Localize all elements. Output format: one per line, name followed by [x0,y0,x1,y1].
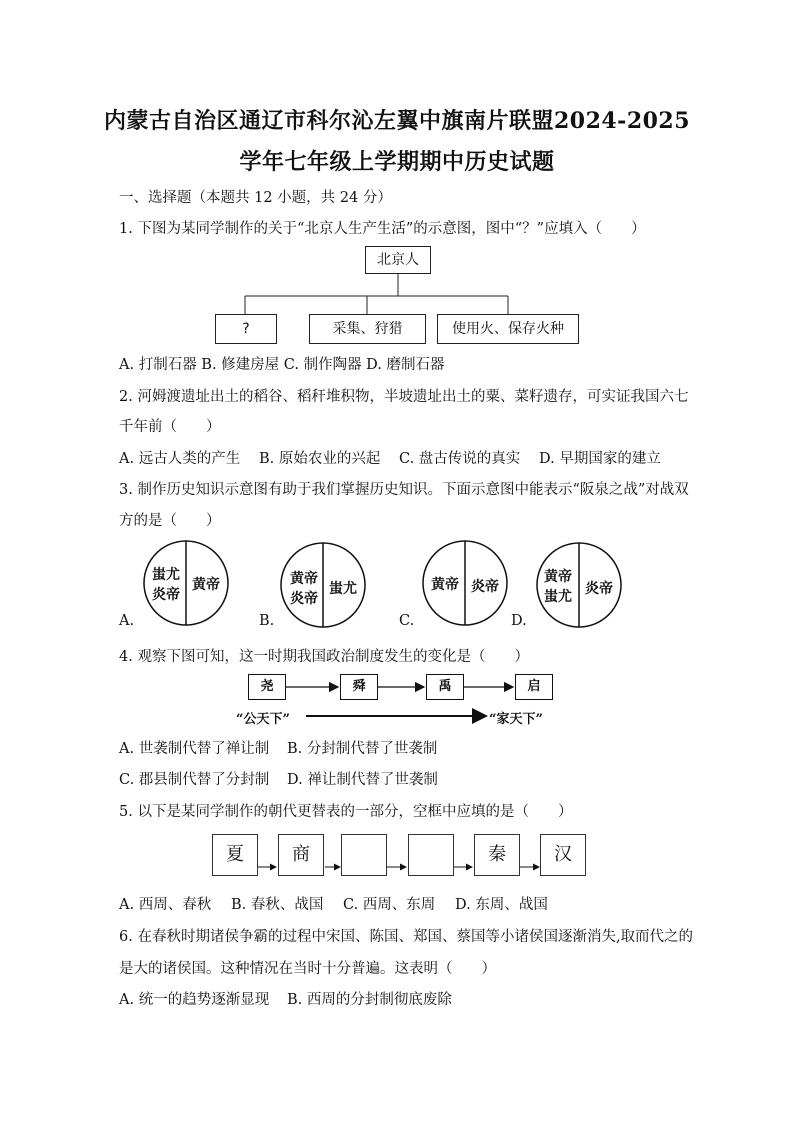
q3b-right: 蚩尤 [329,581,357,597]
q5-stem: 5. 以下是某同学制作的朝代更替表的一部分，空框中应填的是（ ） [119,804,573,820]
q5-box-blank-1 [341,834,387,876]
q3-option-d-letter: D. [511,613,527,629]
q6-option-b: B. 西周的分封制彻底废除 [287,992,452,1008]
q4-box-yu: 禹 [426,674,464,700]
q5-box-qin: 秦 [474,834,520,876]
section-heading: 一、选择题（本题共 12 小题，共 24 分） [119,190,392,206]
q4-label-jiatianxia: “家天下” [489,712,543,727]
q5-option-d: D. 东周、战国 [455,897,548,913]
q4-option-c: C. 郡县制代替了分封制 [119,772,270,788]
q6-option-a: A. 统一的趋势逐渐显现 [119,992,270,1008]
q6-stem-line2: 是大的诸侯国。这种情况在当时十分普遍。这表明（ ） [119,961,496,977]
q2-option-d: D. 早期国家的建立 [539,451,661,467]
q2-option-c: C. 盘古传说的真实 [399,451,521,467]
q6-stem-line1: 6. 在春秋时期诸侯争霸的过程中宋国、陈国、郑国、蔡国等小诸侯国逐渐消失,取而代之的 [119,929,694,945]
q5-dynasty-arrows [0,830,794,890]
q5-option-c: C. 西周、东周 [343,897,436,913]
q3-option-c-letter: C. [399,613,415,629]
q3d-left-bottom: 蚩尤 [544,589,572,605]
q5-box-shang: 商 [278,834,324,876]
q4-box-qi: 启 [515,674,553,700]
q3a-left-top: 蚩尤 [152,567,180,583]
q3-stem-line2: 方的是（ ） [119,513,221,529]
q5-option-a: A. 西周、春秋 [119,897,212,913]
q3c-right: 炎帝 [471,579,499,595]
q5-box-han: 汉 [540,834,586,876]
q2-option-b: B. 原始农业的兴起 [259,451,381,467]
q4-option-d: D. 禅让制代替了世袭制 [287,772,438,788]
q1-child-box-fire: 使用火、保存火种 [437,314,579,344]
q3a-left-bottom: 炎帝 [152,587,180,603]
q1-options: A. 打制石器 B. 修建房屋 C. 制作陶器 D. 磨制石器 [119,357,445,373]
q3d-left-top: 黄帝 [544,569,572,585]
q4-box-yao: 尧 [248,674,286,700]
q2-stem-line2: 千年前（ ） [119,419,221,435]
q1-root-box: 北京人 [365,246,431,274]
q4-succession-arrows [0,668,794,728]
q5-option-b: B. 春秋、战国 [231,897,324,913]
q2-stem-line1: 2. 河姆渡遗址出土的稻谷、稻秆堆积物，半坡遗址出土的粟、菜籽遗存，可实证我国六七 [119,389,689,405]
q4-box-shun: 舜 [340,674,378,700]
q3c-left: 黄帝 [431,577,459,593]
q1-stem: 1. 下图为某同学制作的关于“北京人生产生活”的示意图，图中“？”应填入（ ） [119,221,646,237]
q4-option-b: B. 分封制代替了世袭制 [287,741,438,757]
q5-box-xia: 夏 [212,834,258,876]
q1-child-box-unknown: ? [215,314,277,344]
q1-child-box-gathering: 采集、狩猎 [309,314,426,344]
q2-option-a: A. 远古人类的产生 [119,451,241,467]
q3d-right: 炎帝 [585,581,613,597]
exam-title-line1: 内蒙古自治区通辽市科尔沁左翼中旗南片联盟2024-2025 [103,108,691,134]
q3-option-a-letter: A. [119,613,135,629]
q3a-right: 黄帝 [192,577,220,593]
q5-box-blank-2 [408,834,454,876]
q3b-left-bottom: 炎帝 [290,591,318,607]
q3b-left-top: 黄帝 [290,571,318,587]
q3-option-b-letter: B. [259,613,275,629]
exam-title-line2: 学年七年级上学期期中历史试题 [239,149,555,175]
q4-stem: 4. 观察下图可知，这一时期我国政治制度发生的变化是（ ） [119,649,529,665]
q4-option-a: A. 世袭制代替了禅让制 [119,741,270,757]
q3-stem-line1: 3. 制作历史知识示意图有助于我们掌握历史知识。下面示意图中能表示“阪泉之战”对战双 [119,482,689,498]
q4-label-gongtianxia: “公天下” [236,712,290,727]
